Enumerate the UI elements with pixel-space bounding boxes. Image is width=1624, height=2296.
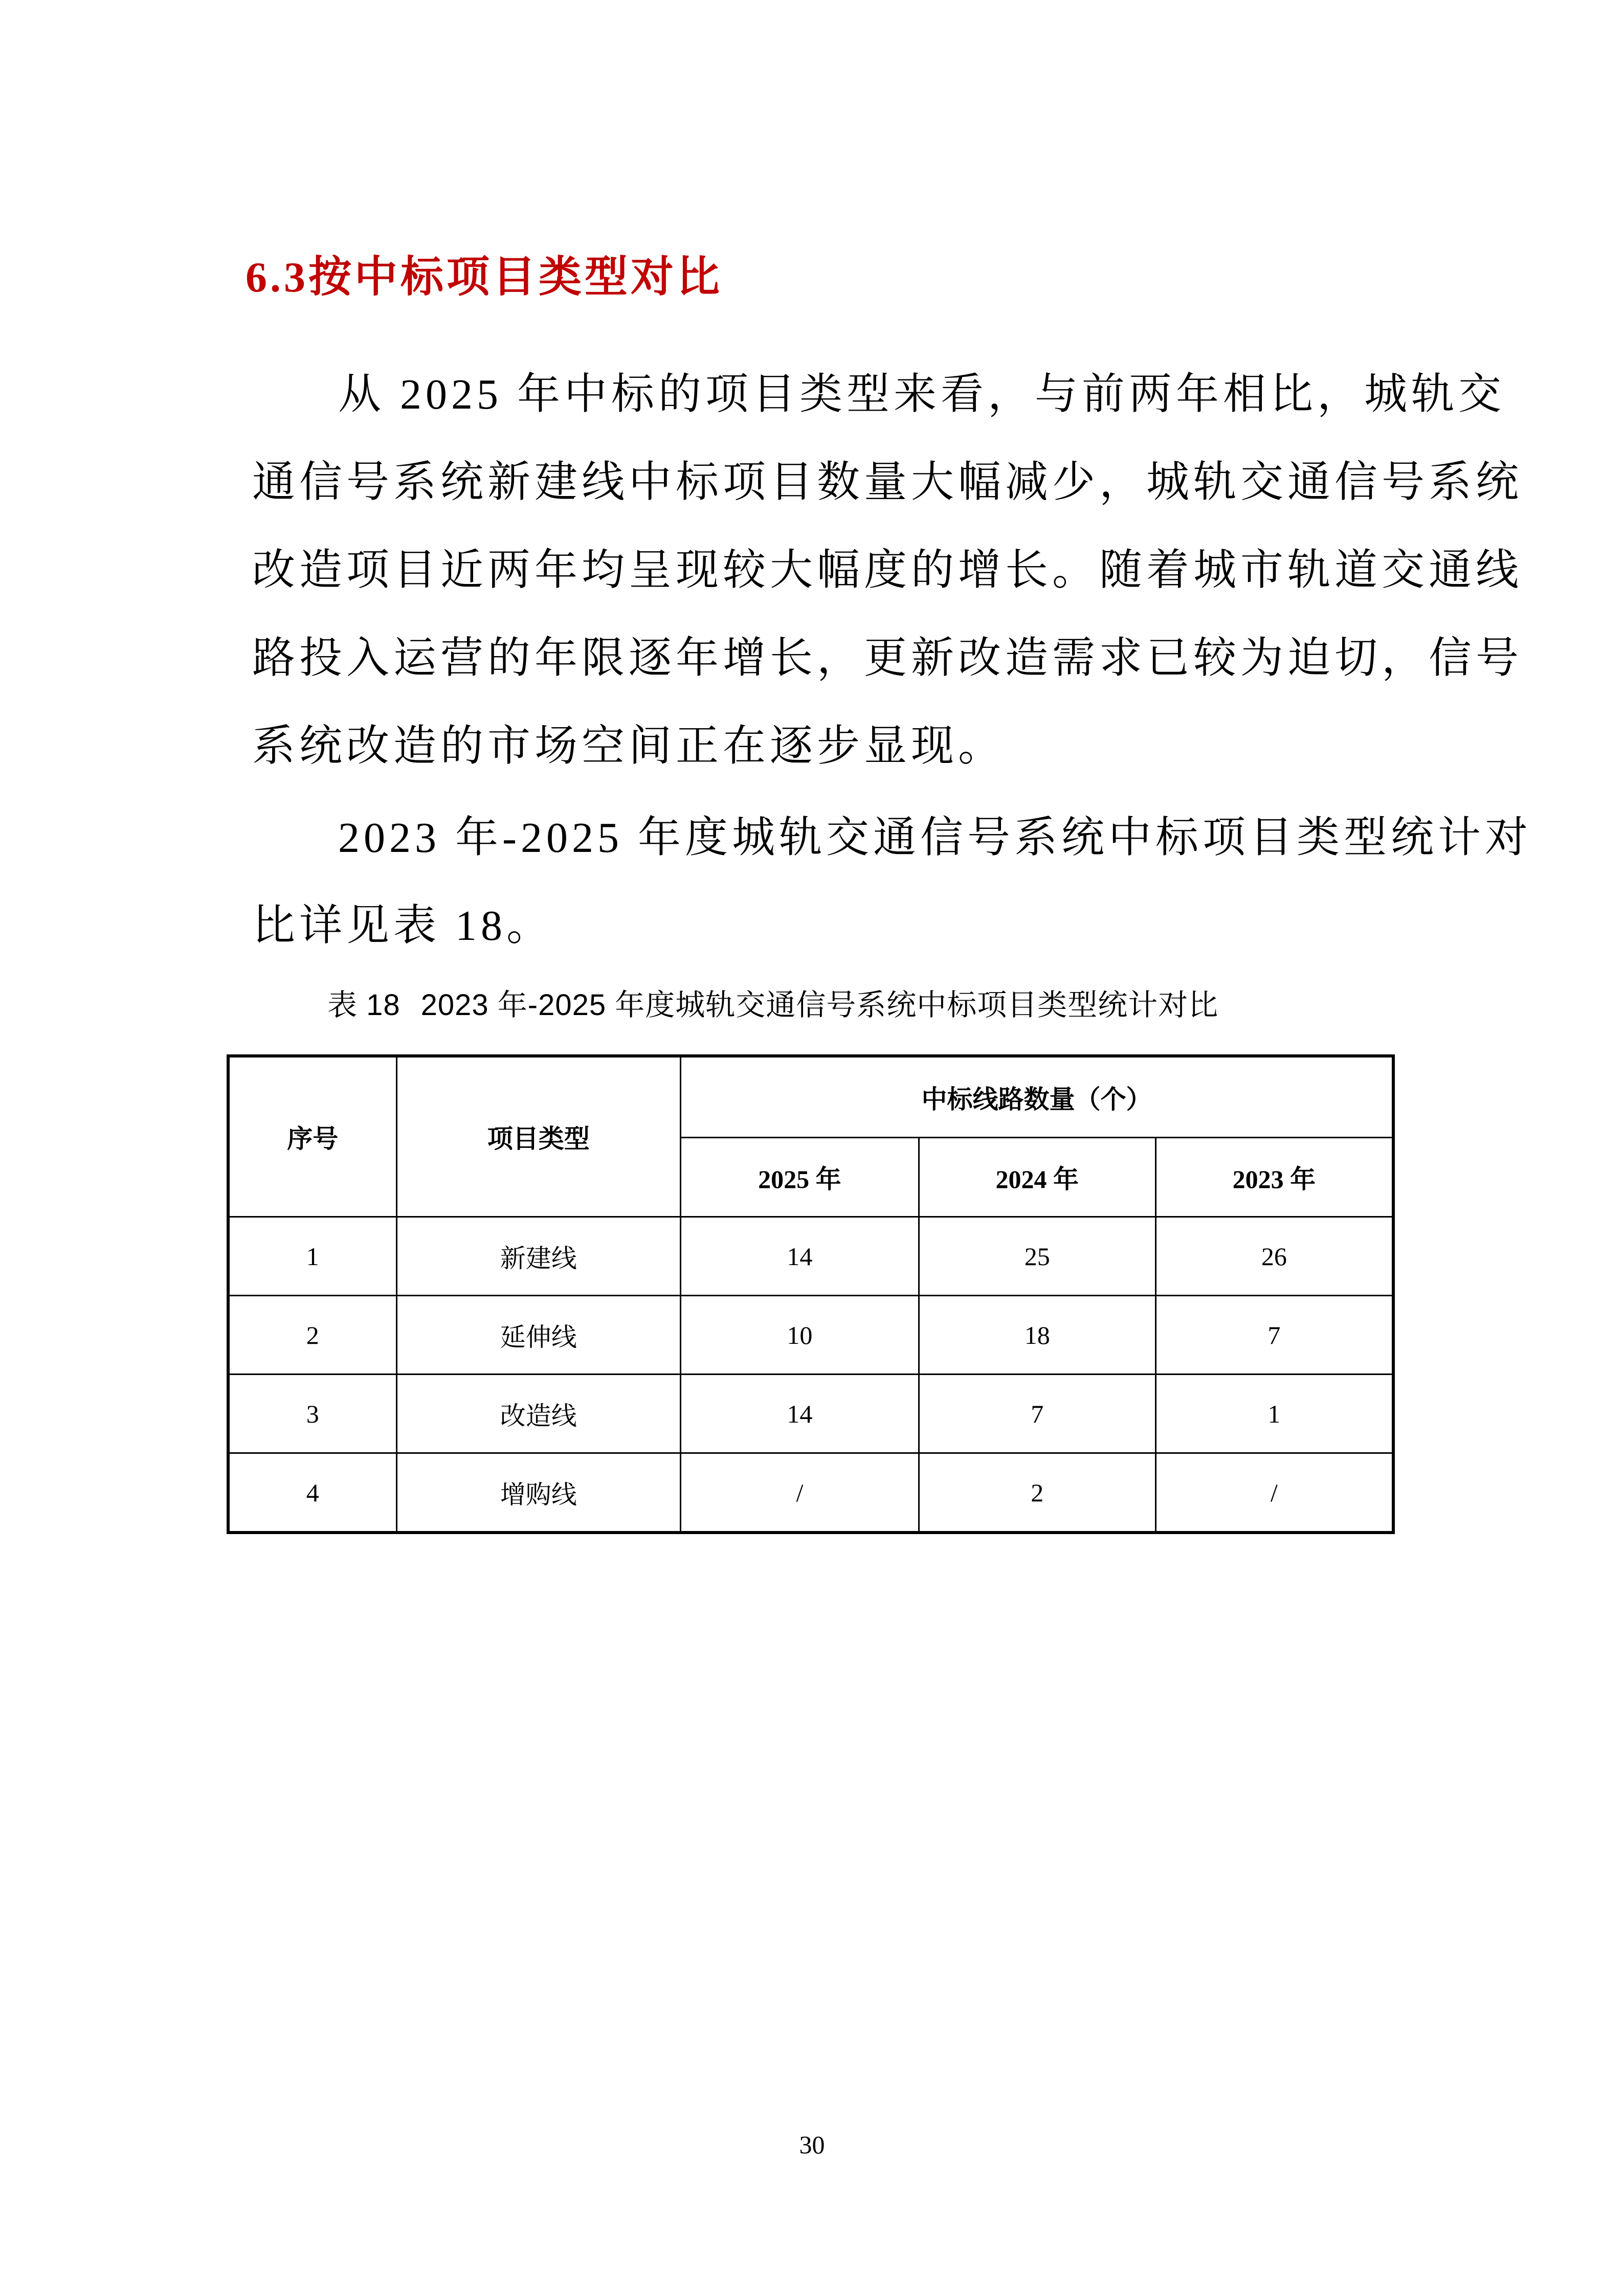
- section-heading: [246, 250, 723, 306]
- cell-value-2024: 2: [919, 1453, 1155, 1533]
- cell-value-2023: 7: [1155, 1296, 1393, 1375]
- cell-index: 4: [228, 1453, 396, 1533]
- cell-value-2024: 7: [919, 1375, 1155, 1453]
- section-number: 6.3: [246, 254, 308, 301]
- table-caption-title: 2023 年-2025 年度城轨交通信号系统中标项目类型统计对比: [420, 988, 1219, 1022]
- header-group-count: 中标线路数量（个）: [680, 1056, 1393, 1138]
- cell-type: 新建线: [396, 1217, 680, 1296]
- paragraph-line: 路投入运营的年限逐年增长，更新改造需求已较为迫切，信号: [252, 635, 1523, 682]
- cell-value-2025: 10: [680, 1296, 919, 1375]
- paragraph-line: 从 2025 年中标的项目类型来看，与前两年相比，城轨交: [338, 371, 1506, 418]
- cell-value-2025: 14: [680, 1217, 919, 1296]
- header-year-2023: 2023 年: [1155, 1138, 1393, 1217]
- paragraph-line: 2023 年-2025 年度城轨交通信号系统中标项目类型统计对: [338, 814, 1532, 862]
- table-caption-number: 表 18: [327, 988, 401, 1022]
- cell-value-2023: 26: [1155, 1217, 1393, 1296]
- cell-index: 1: [228, 1217, 396, 1296]
- cell-value-2023: /: [1155, 1453, 1393, 1533]
- table-caption: [327, 985, 1218, 1026]
- table-row: [228, 1217, 1393, 1296]
- section-title: 按中标项目类型对比: [308, 254, 723, 301]
- paragraph-line: 改造项目近两年均呈现较大幅度的增长。随着城市轨道交通线: [252, 547, 1523, 594]
- header-type: 项目类型: [396, 1056, 680, 1217]
- page-number: 30: [799, 2130, 825, 2159]
- paragraph-line: 系统改造的市场空间正在逐步显现。: [252, 723, 1006, 770]
- table-row: [228, 1453, 1393, 1533]
- body-paragraph-2: [252, 794, 1532, 970]
- paragraph-line: 比详见表 18。: [252, 902, 554, 950]
- cell-type: 改造线: [396, 1375, 680, 1453]
- header-year-2024: 2024 年: [919, 1138, 1155, 1217]
- header-index: 序号: [228, 1056, 396, 1217]
- table-header-row: [228, 1056, 1393, 1138]
- table-row: [228, 1375, 1393, 1453]
- table-row: [228, 1296, 1393, 1375]
- cell-type: 延伸线: [396, 1296, 680, 1375]
- project-type-table: [227, 1054, 1395, 1534]
- cell-index: 3: [228, 1375, 396, 1453]
- cell-value-2025: /: [680, 1453, 919, 1533]
- body-paragraph-1: [252, 351, 1523, 791]
- cell-value-2025: 14: [680, 1375, 919, 1453]
- cell-value-2024: 18: [919, 1296, 1155, 1375]
- cell-type: 增购线: [396, 1453, 680, 1533]
- cell-value-2024: 25: [919, 1217, 1155, 1296]
- paragraph-line: 通信号系统新建线中标项目数量大幅减少，城轨交通信号系统: [252, 459, 1523, 506]
- cell-value-2023: 1: [1155, 1375, 1393, 1453]
- header-year-2025: 2025 年: [680, 1138, 919, 1217]
- cell-index: 2: [228, 1296, 396, 1375]
